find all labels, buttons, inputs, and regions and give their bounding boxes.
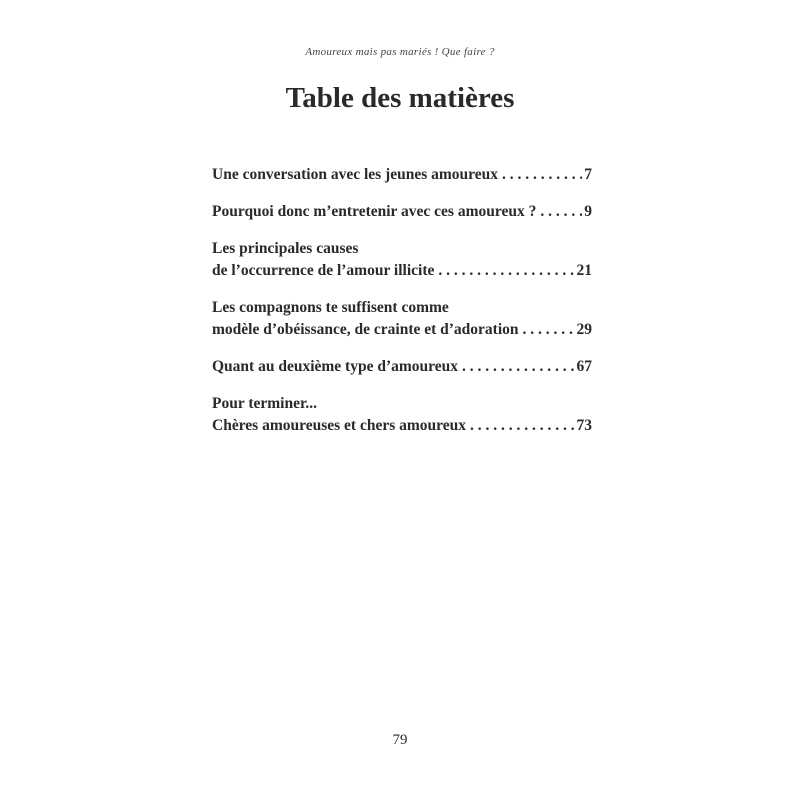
- toc-page-ref: 21: [576, 262, 592, 279]
- toc-page-ref: 67: [576, 358, 592, 375]
- toc-entry-line: [212, 260, 592, 282]
- dot-leader: [470, 415, 575, 437]
- toc-entry-title-line-1: Pour terminer...: [212, 395, 318, 412]
- toc-page-ref: 9: [584, 203, 592, 220]
- dot-leader: [438, 260, 574, 282]
- toc-entry-title: Pourquoi donc m’entretenir avec ces amoureux ?: [212, 203, 537, 220]
- toc-entry-title: Une conversation avec les jeunes amoureux: [212, 166, 499, 183]
- toc-entry-title: Chères amoureuses et chers amoureux: [212, 417, 466, 434]
- toc-entry-line: [212, 164, 592, 186]
- dot-leader: [540, 201, 582, 223]
- toc-entry-title: de l’occurrence de l’amour illicite: [212, 262, 435, 279]
- toc-entry-5[interactable]: [212, 356, 592, 378]
- toc-entry-6[interactable]: [212, 393, 592, 437]
- toc-page-ref: 29: [576, 321, 592, 338]
- page-title: Table des matières: [285, 82, 515, 114]
- toc-entry-title: modèle d’obéissance, de crainte et d’adoration: [212, 321, 519, 338]
- toc-entry-title: Quant au deuxième type d’amoureux: [212, 358, 459, 375]
- toc-page-ref: 73: [576, 417, 592, 434]
- table-of-contents: [212, 164, 592, 452]
- toc-entry-title-line-1: Les principales causes: [212, 240, 359, 257]
- toc-entry-1[interactable]: [212, 164, 592, 186]
- toc-entry-line: [212, 356, 592, 378]
- toc-entry-line: [212, 201, 592, 223]
- toc-entry-3[interactable]: [212, 238, 592, 282]
- running-head: Amoureux mais pas mariés ! Que faire ?: [305, 46, 495, 58]
- dot-leader: [502, 164, 582, 186]
- dot-leader: [523, 319, 575, 341]
- toc-entry-line: [212, 319, 592, 341]
- dot-leader: [462, 356, 574, 378]
- toc-entry-4[interactable]: [212, 297, 592, 341]
- toc-page-ref: 7: [584, 166, 592, 183]
- page-number: 79: [392, 732, 408, 748]
- toc-entry-2[interactable]: [212, 201, 592, 223]
- toc-entry-title-line-1: Les compagnons te suffisent comme: [212, 299, 449, 316]
- toc-entry-line: [212, 415, 592, 437]
